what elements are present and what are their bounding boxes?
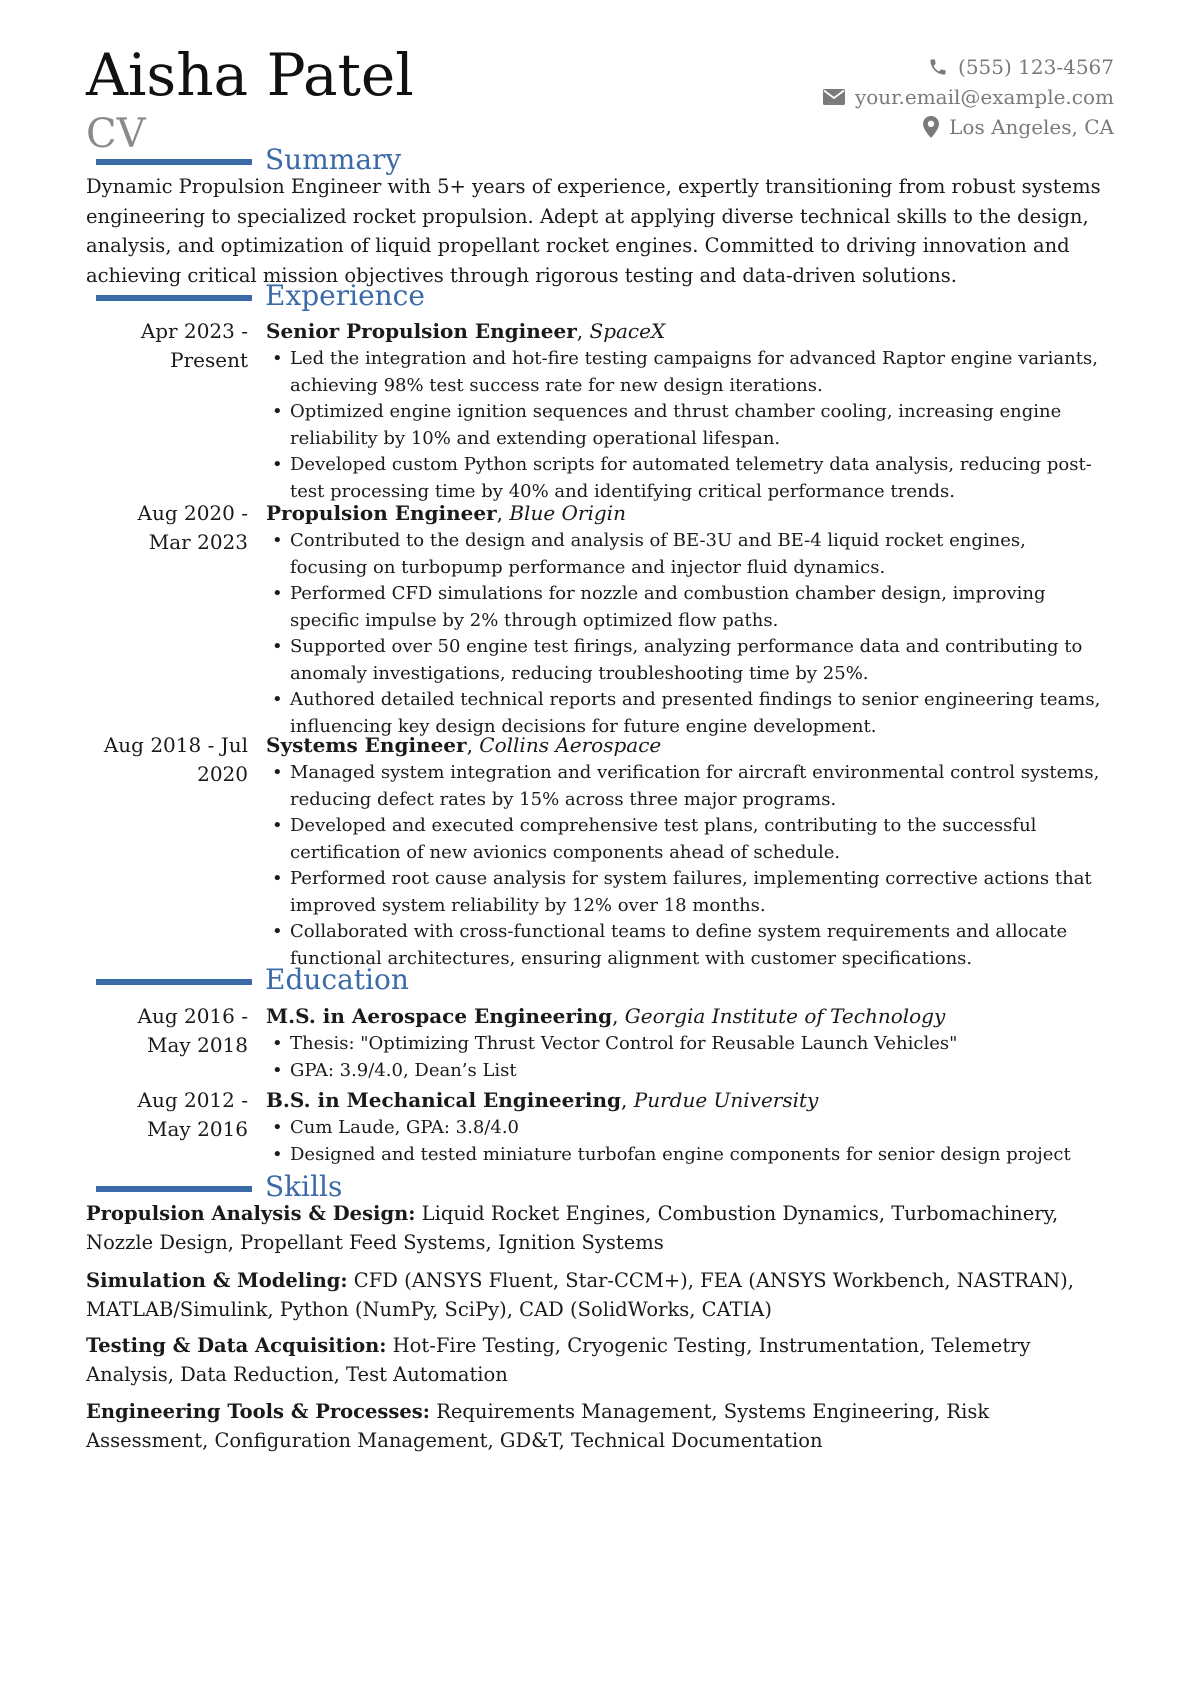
bullet-item: • Authored detailed technical reports and presented findings to senior engineering teams, influencing key design decisions for future engine development. [266,687,1108,740]
skill-text: CFD (ANSYS Fluent, Star-CCM+), FEA (ANSYS Workbench, NASTRAN), MATLAB/Simulink, Python (NumPy, SciPy), CAD (SolidWorks, CATIA) [86,1269,1074,1321]
envelope-icon [823,89,845,105]
bullet-item: • Performed CFD simulations for nozzle and combustion chamber design, improving specific impulse by 2% through optimized flow paths. [266,581,1108,634]
bullet-item: • GPA: 3.9/4.0, Dean’s List [266,1058,1108,1085]
contact-block [823,52,1114,142]
entry-role: Systems Engineer [266,733,467,757]
entry-heading: Systems Engineer, Collins Aerospace [266,733,662,757]
entry-heading: Senior Propulsion Engineer, SpaceX [266,319,666,343]
section-rule [96,295,252,301]
bullet-item: • Collaborated with cross-functional teams to define system requirements and allocate functional architectures, ensuring alignment with customer specifications. [266,919,1108,972]
skill-text: Liquid Rocket Engines, Combustion Dynamics, Turbomachinery, Nozzle Design, Propellant Feed Systems, Ignition Systems [86,1202,1059,1254]
section-rule [96,979,252,985]
email-address[interactable]: your.email@example.com [854,85,1114,109]
skill-text: Hot-Fire Testing, Cryogenic Testing, Instrumentation, Telemetry Analysis, Data Reduction, Test Automation [86,1334,1031,1386]
bullet-item: • Performed root cause analysis for system failures, implementing corrective actions that improved system reliability by 12% over 18 months. [266,866,1108,919]
document-subtitle: CV [86,111,146,157]
entry-date [86,1002,248,1060]
entry-degree: M.S. in Aerospace Engineering [266,1004,613,1028]
date-start: Aug 2020 - [137,501,248,525]
entry-degree: B.S. in Mechanical Engineering [266,1088,622,1112]
date-end: Mar 2023 [148,530,248,554]
entry-bullets [266,528,1108,740]
date-start: Aug 2016 - [137,1004,248,1028]
date-end: May 2018 [147,1033,248,1057]
contact-email [823,82,1114,112]
section-title: Education [265,963,409,996]
section-title: Summary [265,143,402,176]
skill-group [86,1397,1116,1455]
contact-location [823,112,1114,142]
entry-school: Purdue University [633,1088,819,1112]
entry-body [266,1086,1108,1168]
entry-heading: Propulsion Engineer, Blue Origin [266,501,626,525]
date-start: Aug 2012 - [137,1088,248,1112]
section-title: Experience [265,279,425,312]
skill-label: Propulsion Analysis & Design: [86,1202,416,1225]
entry-date [86,499,248,557]
entry-bullets [266,1115,1108,1168]
entry-body [266,317,1108,505]
section-rule [96,159,252,165]
skill-label: Engineering Tools & Processes: [86,1400,430,1423]
date-start: Aug 2018 - Jul [103,733,248,757]
section-title: Skills [265,1170,343,1203]
entry-body [266,731,1108,972]
person-name: Aisha Patel [86,41,414,109]
skill-text: Requirements Management, Systems Engineering, Risk Assessment, Configuration Management, GD&T, Technical Documentation [86,1400,990,1452]
date-start: Apr 2023 - [140,319,248,343]
bullet-item: • Led the integration and hot-fire testing campaigns for advanced Raptor engine variants, achieving 98% test success rate for new design iterations. [266,346,1108,399]
skill-label: Testing & Data Acquisition: [86,1334,387,1357]
entry-role: Propulsion Engineer [266,501,497,525]
skill-group [86,1331,1116,1389]
entry-org: SpaceX [589,319,666,343]
phone-icon [928,57,948,77]
entry-org: Blue Origin [509,501,626,525]
skill-group [86,1266,1116,1324]
contact-phone [823,52,1114,82]
entry-bullets [266,1031,1108,1084]
entry-bullets [266,346,1108,505]
bullet-item: • Developed custom Python scripts for automated telemetry data analysis, reducing post-test processing time by 40% and identifying critical performance trends. [266,452,1108,505]
entry-date [86,317,248,375]
phone-number[interactable]: (555) 123-4567 [958,55,1114,79]
date-end: May 2016 [147,1117,248,1141]
bullet-item: • Thesis: "Optimizing Thrust Vector Control for Reusable Launch Vehicles" [266,1031,1108,1058]
summary-text: Dynamic Propulsion Engineer with 5+ years of experience, expertly transitioning from robust systems engineering to specialized rocket propulsion. Adept at applying diverse technical skills to the design, analysis, and optimization of liquid propellant rocket engines. Committed to driving innovation and achieving critical mission objectives through rigorous testing and data-driven solutions. [86,175,1101,287]
entry-date [86,1086,248,1144]
map-pin-icon [923,116,939,138]
entry-body [266,499,1108,740]
location-text: Los Angeles, CA [949,115,1114,139]
bullet-item: • Contributed to the design and analysis of BE-3U and BE-4 liquid rocket engines, focusing on turbopump performance and injector fluid dynamics. [266,528,1108,581]
date-end: Present [170,348,248,372]
entry-heading: M.S. in Aerospace Engineering, Georgia Institute of Technology [266,1004,946,1028]
section-rule [96,1186,252,1192]
skill-label: Simulation & Modeling: [86,1269,348,1292]
date-end: 2020 [197,762,248,786]
entry-org: Collins Aerospace [479,733,662,757]
entry-heading: B.S. in Mechanical Engineering, Purdue University [266,1088,819,1112]
bullet-item: • Optimized engine ignition sequences and thrust chamber cooling, increasing engine reliability by 10% and extending operational lifespan. [266,399,1108,452]
entry-date [86,731,248,789]
entry-role: Senior Propulsion Engineer [266,319,577,343]
bullet-item: • Designed and tested miniature turbofan engine components for senior design project [266,1142,1108,1169]
entry-body [266,1002,1108,1084]
bullet-item: • Managed system integration and verification for aircraft environmental control systems, reducing defect rates by 15% across three major programs. [266,760,1108,813]
bullet-item: • Developed and executed comprehensive test plans, contributing to the successful certification of new avionics components ahead of schedule. [266,813,1108,866]
bullet-item: • Cum Laude, GPA: 3.8/4.0 [266,1115,1108,1142]
entry-school: Georgia Institute of Technology [624,1004,946,1028]
bullet-item: • Supported over 50 engine test firings, analyzing performance data and contributing to anomaly investigations, reducing troubleshooting time by 25%. [266,634,1108,687]
entry-bullets [266,760,1108,972]
skill-group [86,1199,1116,1257]
